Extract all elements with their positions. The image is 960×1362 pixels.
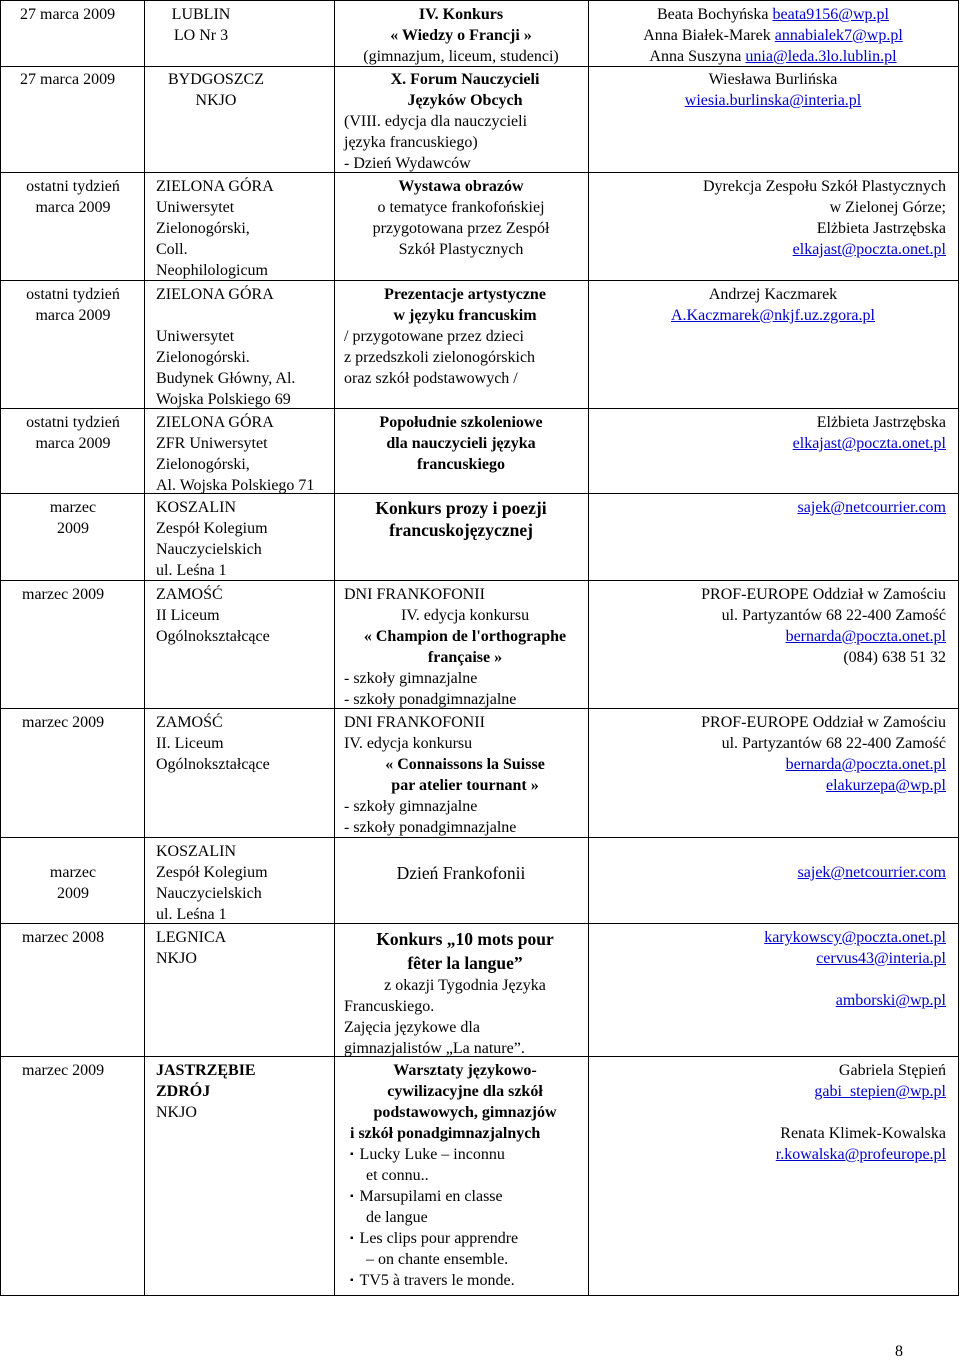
- event-place: [156, 712, 332, 775]
- contact-email[interactable]: elkajast@poczta.onet.pl: [792, 241, 946, 258]
- event-line: Zajęcia językowe dla: [344, 1019, 480, 1036]
- event-place: [156, 412, 332, 496]
- event-line: Konkurs „10 mots pour: [376, 929, 554, 949]
- event-description: [344, 927, 586, 1059]
- event-line: Języków Obcych: [407, 92, 523, 109]
- event-date: [4, 497, 142, 539]
- event-line: z okazji Tygodnia Języka: [384, 977, 546, 994]
- event-description: [336, 862, 586, 884]
- contact-name: Andrzej Kaczmarek: [708, 286, 838, 303]
- event-place: [146, 69, 286, 111]
- event-date: [4, 176, 142, 218]
- contact-email[interactable]: elakurzepa@wp.pl: [825, 777, 946, 794]
- date-line: marca 2009: [35, 307, 111, 324]
- contact-phone: (084) 638 51 32: [843, 649, 946, 666]
- place-line: Wojska Polskiego 69: [156, 391, 291, 408]
- event-description: [344, 1060, 586, 1291]
- place-line: Nauczycielskich: [156, 885, 262, 902]
- event-place: [156, 497, 332, 581]
- row-divider: [0, 923, 959, 924]
- event-place: [156, 176, 332, 281]
- date-line: marca 2009: [35, 199, 111, 216]
- event-line: (gimnazjum, liceum, studenci): [363, 48, 559, 65]
- workshop-item: [350, 1270, 586, 1291]
- row-divider: [0, 280, 959, 281]
- spacer: [590, 1102, 946, 1123]
- event-line: - Dzień Wydawców: [344, 155, 471, 172]
- workshop-title: Lucky Luke – inconnu: [359, 1146, 505, 1163]
- event-contacts: [590, 412, 946, 454]
- event-line: cywilizacyjne dla szkół: [387, 1083, 543, 1100]
- event-date: [22, 584, 142, 605]
- event-line: z przedszkoli zielonogórskich: [344, 349, 536, 366]
- date-line: 27 marca 2009: [20, 71, 116, 88]
- place-line: ZFR Uniwersytet: [156, 435, 268, 452]
- contact-name: Beata Bochyńska: [656, 6, 773, 23]
- workshop-title-cont: de langue: [366, 1209, 428, 1226]
- contact-name: ul. Partyzantów 68 22-400 Zamość: [721, 735, 946, 752]
- contact-name: Elżbieta Jastrzębska: [816, 220, 946, 237]
- event-contacts: [590, 584, 946, 668]
- event-line: (VIII. edycja dla nauczycieli: [344, 113, 528, 130]
- contact-email[interactable]: unia@leda.3lo.lublin.pl: [745, 48, 897, 65]
- place-line: Al. Wojska Polskiego 71: [156, 477, 315, 494]
- place-line: Uniwersytet: [156, 328, 235, 345]
- place-line: KOSZALIN: [156, 843, 236, 860]
- place-line: Zielonogórski.: [156, 349, 250, 366]
- place-line: NKJO: [156, 1104, 197, 1121]
- event-place: [146, 4, 256, 46]
- event-date: [4, 412, 142, 454]
- contact-name: Wiesława Burlińska: [708, 71, 838, 88]
- place-line: NKJO: [195, 92, 237, 109]
- contact-email[interactable]: karykowscy@poczta.onet.pl: [764, 929, 946, 946]
- place-line: Zespół Kolegium: [156, 520, 268, 537]
- event-line: Szkół Plastycznych: [398, 241, 524, 258]
- event-contacts: [590, 712, 946, 796]
- contact-name: Dyrekcja Zespołu Szkół Plastycznych: [702, 178, 946, 195]
- place-line: Zielonogórski,: [156, 456, 250, 473]
- event-line: Wystawa obrazów: [398, 178, 524, 195]
- page-number: 8: [895, 1343, 903, 1360]
- contact-name: ul. Partyzantów 68 22-400 Zamość: [721, 607, 946, 624]
- place-line: Neophilologicum: [156, 262, 268, 279]
- event-description: [344, 284, 586, 389]
- event-line: Popołudnie szkoleniowe: [379, 414, 543, 431]
- event-line: podstawowych, gimnazjów: [373, 1104, 557, 1121]
- event-description: [344, 584, 586, 710]
- contact-name: Anna Białek-Marek: [643, 27, 775, 44]
- date-line: ostatni tydzień: [26, 414, 120, 431]
- event-line: języka francuskiego): [344, 134, 478, 151]
- event-line: X. Forum Nauczycieli: [390, 71, 540, 88]
- workshop-item: [350, 1228, 586, 1270]
- event-contacts: [590, 497, 946, 518]
- event-contacts: [590, 4, 956, 67]
- place-line: Uniwersytet: [156, 199, 235, 216]
- date-line: marzec: [49, 499, 97, 516]
- event-date: [20, 69, 142, 90]
- place-line: ZAMOŚĆ: [156, 586, 223, 603]
- contact-email[interactable]: sajek@netcourrier.com: [797, 499, 946, 516]
- workshop-item: [350, 1186, 586, 1228]
- place-line: ul. Leśna 1: [156, 562, 227, 579]
- event-description: [344, 712, 586, 838]
- place-line: Coll.: [156, 241, 188, 258]
- place-line: Ogólnokształcące: [156, 628, 270, 645]
- contact-email[interactable]: elkajast@poczta.onet.pl: [792, 435, 946, 452]
- event-date: [22, 712, 142, 733]
- workshop-item: [350, 1144, 586, 1186]
- event-line: w języku francuskim: [393, 307, 537, 324]
- place-line: LEGNICA: [156, 929, 227, 946]
- event-line: przygotowana przez Zespół: [372, 220, 550, 237]
- date-line: marzec 2008: [22, 929, 105, 946]
- workshop-title-cont: – on chante ensemble.: [366, 1251, 509, 1268]
- contact-line: [590, 25, 956, 46]
- contact-name: PROF-EUROPE Oddział w Zamościu: [701, 714, 946, 731]
- event-contacts: [590, 862, 946, 883]
- event-line: i szkół ponadgimnazjalnych: [350, 1125, 541, 1142]
- event-line: par atelier tournant »: [391, 777, 539, 794]
- column-divider-2: [334, 0, 335, 1296]
- event-line: oraz szkół podstawowych /: [344, 370, 518, 387]
- event-place: [156, 841, 332, 925]
- date-line: 27 marca 2009: [20, 6, 116, 23]
- contact-name: Anna Suszyna: [649, 48, 746, 65]
- contact-line: [590, 4, 956, 25]
- event-line: francuskojęzycznej: [389, 520, 533, 540]
- contact-name: PROF-EUROPE Oddział w Zamościu: [701, 586, 946, 603]
- table-border-bottom: [0, 1295, 959, 1296]
- event-date: [22, 1060, 142, 1081]
- event-line: Dzień Frankofonii: [396, 863, 526, 883]
- table-border-right: [958, 0, 959, 1296]
- contact-email[interactable]: sajek@netcourrier.com: [797, 864, 946, 881]
- event-place: [156, 284, 332, 410]
- contact-line: [590, 46, 956, 67]
- place-line: Ogólnokształcące: [156, 756, 270, 773]
- event-description: [336, 412, 586, 475]
- contact-email[interactable]: bernarda@poczta.onet.pl: [785, 628, 946, 645]
- place-line: Zespół Kolegium: [156, 864, 268, 881]
- place-line: Budynek Główny, Al.: [156, 370, 296, 387]
- contact-name: Elżbieta Jastrzębska: [816, 414, 946, 431]
- event-line: DNI FRANKOFONII: [344, 714, 485, 731]
- event-description: [336, 4, 586, 67]
- workshop-list: [344, 1144, 586, 1291]
- place-line: Nauczycielskich: [156, 541, 262, 558]
- row-divider: [0, 493, 959, 494]
- event-contacts: [590, 69, 956, 111]
- place-line: ZAMOŚĆ: [156, 714, 223, 731]
- place-line: ZIELONA GÓRA: [156, 286, 274, 303]
- workshop-title-cont: et connu..: [366, 1167, 429, 1184]
- date-line: 2009: [57, 520, 89, 537]
- row-divider: [0, 408, 959, 409]
- event-line: DNI FRANKOFONII: [344, 586, 485, 603]
- event-description: [336, 497, 586, 541]
- contact-email[interactable]: r.kowalska@profeurope.pl: [775, 1146, 946, 1163]
- event-line: Francuskiego.: [344, 998, 435, 1015]
- event-description: [344, 69, 586, 174]
- event-line: Konkurs prozy i poezji: [375, 498, 547, 518]
- date-line: marzec 2009: [22, 1062, 105, 1079]
- contact-email[interactable]: bernarda@poczta.onet.pl: [785, 756, 946, 773]
- place-line: BYDGOSZCZ: [167, 71, 264, 88]
- event-line: o tematyce frankofońskiej: [377, 199, 545, 216]
- row-divider: [0, 580, 959, 581]
- event-line: fêter la langue”: [407, 953, 523, 973]
- event-line: - szkoły gimnazjalne: [344, 798, 478, 815]
- contact-name: Renata Klimek-Kowalska: [780, 1125, 946, 1142]
- column-divider-3: [588, 0, 589, 1296]
- event-contacts: [590, 284, 956, 326]
- contact-email[interactable]: amborski@wp.pl: [835, 992, 946, 1009]
- contact-email[interactable]: A.Kaczmarek@nkjf.uz.zgora.pl: [671, 307, 875, 324]
- date-line: marzec 2009: [22, 586, 105, 603]
- place-line: LO Nr 3: [173, 27, 229, 44]
- contact-email[interactable]: cervus43@interia.pl: [816, 950, 946, 967]
- event-line: / przygotowane przez dzieci: [344, 328, 524, 345]
- event-line: IV. Konkurs: [418, 6, 504, 23]
- date-line: ostatni tydzień: [26, 178, 120, 195]
- event-description: [336, 176, 586, 260]
- contact-email[interactable]: annabialek7@wp.pl: [774, 27, 903, 44]
- event-line: - szkoły ponadgimnazjalne: [344, 819, 517, 836]
- column-divider-1: [144, 0, 145, 1296]
- event-line: « Connaissons la Suisse: [385, 756, 545, 773]
- event-place: [156, 927, 332, 969]
- place-line: Zielonogórski,: [156, 220, 250, 237]
- spacer: [590, 969, 946, 990]
- event-line: francuskiego: [417, 456, 505, 473]
- table-border-left: [0, 0, 1, 1296]
- contact-email[interactable]: beata9156@wp.pl: [772, 6, 889, 23]
- place-line: JASTRZĘBIE: [156, 1062, 256, 1079]
- event-line: IV. edycja konkursu: [400, 607, 530, 624]
- event-line: « Champion de l'orthographe: [363, 628, 567, 645]
- event-contacts: [590, 927, 946, 1011]
- event-date: [22, 927, 142, 948]
- event-line: gimnazjalistów „La nature”.: [344, 1040, 525, 1057]
- table-border-top: [0, 0, 959, 1]
- date-line: marca 2009: [35, 435, 111, 452]
- event-date: [4, 862, 142, 904]
- event-line: française »: [427, 649, 503, 666]
- contact-email[interactable]: wiesia.burlinska@interia.pl: [684, 92, 862, 109]
- event-line: « Wiedzy o Francji »: [390, 27, 532, 44]
- event-contacts: [590, 176, 946, 260]
- date-line: marzec: [49, 864, 97, 881]
- place-line: ZIELONA GÓRA: [156, 178, 274, 195]
- contact-email[interactable]: gabi_stepien@wp.pl: [814, 1083, 946, 1100]
- place-line: LUBLIN: [171, 6, 231, 23]
- event-place: [156, 1060, 332, 1123]
- event-line: - szkoły gimnazjalne: [344, 670, 478, 687]
- event-place: [156, 584, 332, 647]
- event-contacts: [590, 1060, 946, 1165]
- event-line: Warsztaty językowo-: [393, 1062, 537, 1079]
- contact-name: Gabriela Stępień: [838, 1062, 946, 1079]
- event-line: dla nauczycieli języka: [386, 435, 536, 452]
- place-line: NKJO: [156, 950, 197, 967]
- event-date: [4, 284, 142, 326]
- place-line: ZIELONA GÓRA: [156, 414, 274, 431]
- place-line: II. Liceum: [156, 735, 224, 752]
- date-line: marzec 2009: [22, 714, 105, 731]
- date-line: 2009: [57, 885, 89, 902]
- workshop-title: TV5 à travers le monde.: [359, 1272, 515, 1289]
- place-line: KOSZALIN: [156, 499, 236, 516]
- contact-name: w Zielonej Górze;: [829, 199, 946, 216]
- event-line: - szkoły ponadgimnazjalne: [344, 691, 517, 708]
- place-line: ul. Leśna 1: [156, 906, 227, 923]
- workshop-title: Marsupilami en classe: [359, 1188, 503, 1205]
- place-line: ZDRÓJ: [156, 1083, 211, 1100]
- workshop-title: Les clips pour apprendre: [359, 1230, 519, 1247]
- event-date: [20, 4, 142, 25]
- event-line: Prezentacje artystyczne: [384, 286, 546, 303]
- event-line: IV. edycja konkursu: [344, 735, 473, 752]
- place-line: II Liceum: [156, 607, 220, 624]
- date-line: ostatni tydzień: [26, 286, 120, 303]
